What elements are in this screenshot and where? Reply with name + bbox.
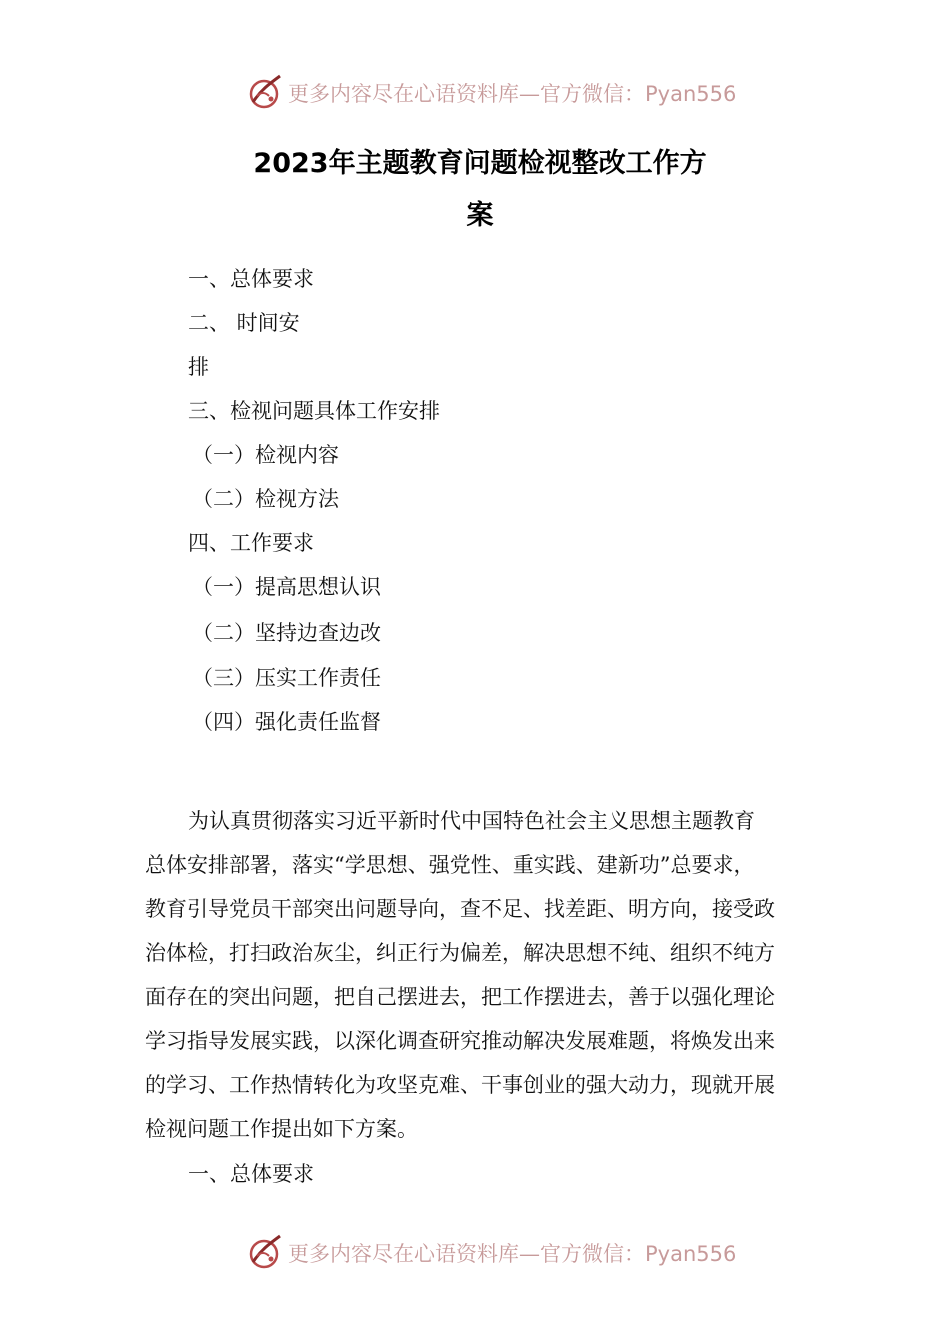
toc-subitem: （一）检视内容 [192,443,339,467]
toc-item: 四、工作要求 [188,531,314,555]
toc-item: 三、检视问题具体工作安排 [188,399,440,423]
toc-subitem: （一）提高思想认识 [192,575,381,599]
paragraph-line: 为认真贯彻落实习近平新时代中国特色社会主义思想主题教育 [188,809,755,833]
toc-subitem: （二）检视方法 [192,487,339,511]
toc-item: 二、 时间安 [188,311,300,335]
toc-item: 一、总体要求 [188,267,314,291]
brand-logo-icon [247,72,283,112]
paragraph-line: 检视问题工作提出如下方案。 [145,1117,418,1141]
section-heading: 一、总体要求 [188,1162,314,1186]
paragraph-line: 教育引导党员干部突出问题导向，查不足、找差距、明方向，接受政 [145,897,775,921]
toc-subitem: （四）强化责任监督 [192,710,381,734]
paragraph-line: 的学习、工作热情转化为攻坚克难、干事创业的强大动力，现就开展 [145,1073,775,1097]
watermark-header [0,72,950,114]
paragraph-line: 总体安排部署，落实“学思想、强党性、重实践、建新功”总要求， [145,853,755,877]
document-title: 2023年主题教育问题检视整改工作方 [253,148,707,179]
toc-item: 排 [188,355,209,379]
paragraph-line: 治体检，打扫政治灰尘，纠正行为偏差，解决思想不纯、组织不纯方 [145,941,775,965]
toc-subitem: （二）坚持边查边改 [192,621,381,645]
watermark-text: 更多内容尽在心语资料库—官方微信：Pyan556 [288,1242,737,1266]
paragraph-line: 面存在的突出问题，把自己摆进去，把工作摆进去，善于以强化理论 [145,985,775,1009]
document-title-continued: 案 [466,200,494,231]
paragraph-line: 学习指导发展实践，以深化调查研究推动解决发展难题，将焕发出来 [145,1029,775,1053]
brand-logo-icon [247,1232,283,1272]
watermark-text: 更多内容尽在心语资料库—官方微信：Pyan556 [288,82,737,106]
watermark-footer [0,1232,950,1274]
toc-subitem: （三）压实工作责任 [192,666,381,690]
